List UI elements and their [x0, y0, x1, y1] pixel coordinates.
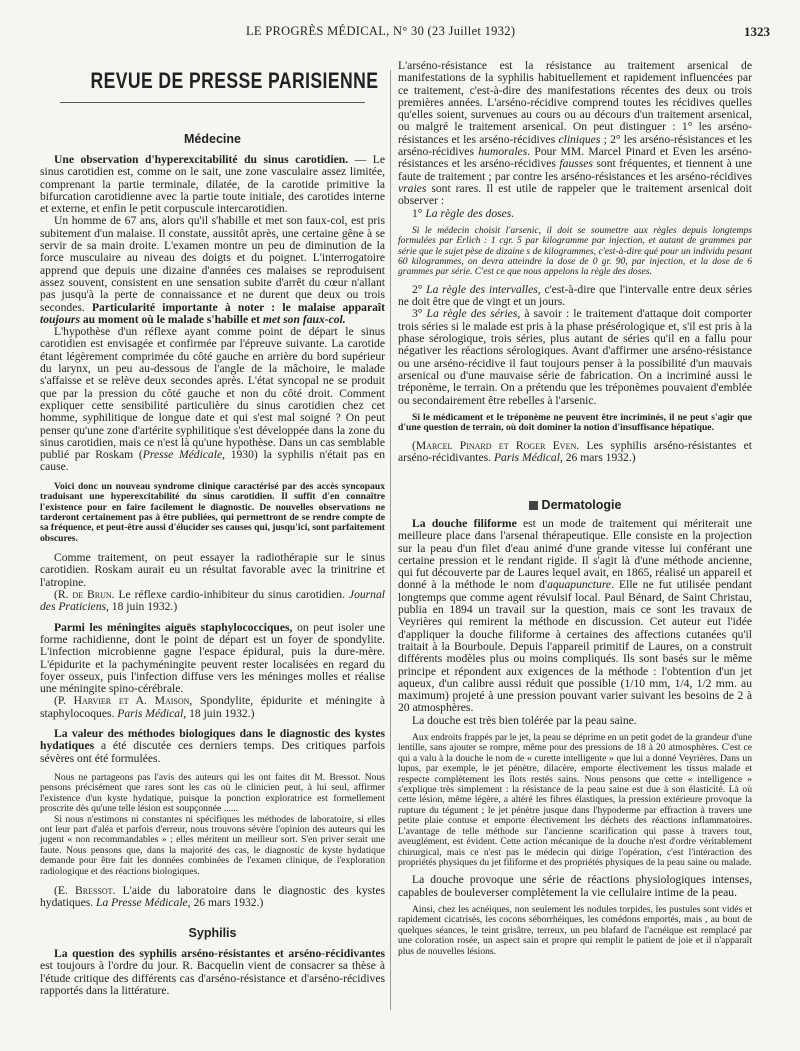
medecine-note-1: Voici donc un nouveau syndrome clinique caractérisé par des accès syncopaux traduisant une hyperexcitabilité du sinus carotidien. Il suffit d'en connaître l'existence pour en faire facilement le diagnostic. De nouvelles observations ne tarderont certainement pas à être publiées, qui permettront de se rendre compte de sa fréquence, et peut-être aussi d'élucider ses causes qui, jusqu'ici, sont parfaitement obscures.	[40, 480, 386, 544]
dermatologie-paragraph-2: La douche est très bien tolérée par la peau saine.	[412, 713, 637, 727]
syphilis-continued	[398, 60, 752, 464]
medecine-kystes-paragraph: La valeur des méthodes biologiques dans le diagnostic des kystes hydatiques a été discutée ces derniers temps. Des critiques parfois sévères ont été formulées.	[40, 727, 385, 765]
medecine-paragraph-2: Un homme de 67 ans, alors qu'il s'habille et met son faux-col, est pris subitement d'un malaise. Il constate, aussitôt après, une certaine gêne à se servir de sa main droite. L'examen montre un peu de diminution de la force musculaire au niveau des doigts et du poignet. L'interrogatoire apprend que depuis une dizaine d'années ces malaises se reproduisent assez souvent, consistent en une sensation subite d'arrêt du cœur n'allant pas jusqu'à la perte de connaissance et ne durent que deux ou trois secondes. Particularité importante à noter : le malaise apparaît toujours au moment où le malade s'habille et met son faux-col.	[40, 214, 385, 326]
medecine-note-2: Nous ne partageons pas l'avis des auteurs qui les ont faites dit M. Bressot. Nous pensons précisément que rares sont les cas où le clinicien peut, à lui seul, affirmer l'existence d'un kyste hydatique, puisque la ponction exploratrice est formellement proscrite dès qu'une telle lésion est soupçonnée ......	[40, 771, 385, 815]
syphilis-paragraph-1: La question des syphilis arséno-résistantes et arséno-récidivantes est toujours à l'ordre du jour. R. Bacquelin vient de consacrer sa thèse à l'étude critique des différents cas d'arséno-résistance et d'arséno-récidives rapportés dans la littérature.	[40, 947, 385, 997]
dermatologie-note-1: Aux endroits frappés par le jet, la peau se déprime en un petit godet de la grandeur d'une lentille, sans ajouter se rompre, même pour des pressions de 18 à 20 atmosphères. C'est ce qui a valu à la douche le nom de « curette intelligente » que lui a donné Veyrières. Dans un lupus, par exemple, le jet pénètre, dilacère, emporte électivement les tissus malade et respecte complètement les îlots restés sains. Nous pensons que cette « intelligence » s'explique très simplement : la résistance de la peau saine est due à son élasticité. Là où cette lésion, même légère, a altéré les fibres élastiques, la pression extérieure provoque la rupture du tégument ; le jet pénètre jusque dans l'hypoderme par effraction à travers une petite plaie contuse et emporte électivement les déchets des réactions inflammatoires. L'avantage de telle méthode sur l'ancienne scarification qui passe à travers tout, aveuglément, est évident. Cette action mécanique de la douche n'est d'ordre véritablement chirurgical, mais ce n'est pas le médecin qui dirige l'opération, c'est l'intéraction des propriétés physiques du jet filiforme et des propriétés physiques de la peau saine ou malade.	[398, 732, 752, 868]
syphilis-rule-2: 2° La règle des intervalles, c'est-à-dire que l'intervalle entre deux séries ne doit être que de vingt et un jours.	[398, 282, 753, 309]
section-marker-icon	[529, 501, 538, 510]
medecine-reference-2: (P. Harvier et A. Maison, Spondylite, épidurite et méningite à staphylocoques. Paris Médical, 18 juin 1932.)	[40, 694, 385, 720]
medecine-meningite-paragraph: Parmi les méningites aiguës staphylococciques, on peut isoler une forme rachidienne, dont le point de départ est un foyer de spondylite. L'infection microbienne gagne l'espace épidural, puis la dure-mère. L'épidurite et la pachyméningite peuvent rester localisées en regard du foyer osseux, puis l'infection diffuse vers les méninges molles et réalise une méningite spino-cérébrale.	[40, 620, 385, 696]
medecine-section	[40, 132, 385, 910]
dermatologie-paragraph-3: La douche provoque une série de réactions physiologiques intenses, capables de bouleverser complètement la vie cellulaire intime de la peau.	[398, 873, 752, 899]
syphilis-heading: Syphilis	[188, 926, 237, 940]
syphilis-reference: (Marcel Pinard et Roger Even. Les syphilis arséno-résistantes et arséno-récidivantes. Paris Médical, 26 mars 1932.)	[398, 438, 752, 464]
medecine-paragraph-1: Une observation d'hyperexcitabilité du sinus carotidien. — Le sinus carotidien est, comme on le sait, une zone vasculaire assez limitée, comprenant la partie terminale, dilatée, de la carotide primitive la bifurcation carotidienne avec la partie toute initiale, des carotides interne et externe, et enfin le petit corpuscule intercarotidien.	[40, 153, 385, 216]
dermatologie-heading: Dermatologie	[398, 498, 752, 512]
medecine-note-3: Si nous n'estimons ni constantes ni spécifiques les méthodes de laboratoire, si elles ont leur part d'aléa et parfois d'erreur, nous trouvons sévère l'opinion des auteurs qui les jugent « non recommandables » ; elles méritent un meilleur sort. S'en priver serait une faute. Nous pensons que, dans la majorité des cas, le diagnostic de kyste hydatique demande pour être fait les données combinées de l'examen clinique, de l'exploration radiologique et des réactions biologiques.	[40, 813, 385, 877]
medecine-paragraph-3: L'hypothèse d'un réflexe ayant comme point de départ le sinus carotidien est envisagée et confirmée par l'épreuve suivante. La carotide étant légèrement comprimée du côté gauche en arrière du bord supérieur du larynx, un peu au-dessous de l'angle de la mâchoire, le malade s'affaisse et se relève deux secondes après. L'état syncopal ne se produit que par la pression du côté gauche et non du côté droit. Comment expliquer cette sensibilité particulière du sinus carotidien chez cet homme, syphilitique de longue date et qui s'est mal soigné ? On peut penser qu'une zone d'artérite syphilitique s'est développée dans la zone du sinus carotidien, mais ce n'est là qu'une hypothèse. Dans un cas semblable publié par Roskam (Presse Médicale, 1930) la syphilis n'était pas en cause.	[40, 325, 385, 474]
syphilis-rule-3: 3° La règle des séries, à savoir : le traitement d'attaque doit comporter trois séries si le malade est pris à la phase présérologique et, s'il est pris à la phase sérologique, trois séries, plus autant de séries qu'il en a fallu pour négativer les réactions sérologiques. Avant d'affirmer une arséno-résistance ou une arséno-récidive il faut toujours penser à la possibilité d'un mauvais arsenical ou d'une mauvaise série de fabrication. On a incriminé aussi le tréponème, le terrain. On a prétendu que les tréponèmes pouvaient d'emblée ou secondairement être rebelles à l'arsenic.	[398, 307, 752, 407]
column-divider	[390, 70, 391, 1010]
running-head: LE PROGRÈS MÉDICAL, N° 30 (23 Juillet 1932)	[246, 24, 516, 38]
dermatologie-paragraph-1: La douche filiforme est un mode de traitement qui mériterait une meilleure place dans l'arsenal thérapeutique. Elle consiste en la projection sur la peau d'un filet d'eau animé d'une grande vitesse lui conférant une certaine pression et le rendant rigide. Il s'agit là d'une méthode ancienne, qui fut découverte par de Laures lequel avait, en 1865, réalisé un appareil et donné à la méthode le nom d'aquapuncture. Elle ne fut utilisée pendant longtemps que comme agent révulsif local. Paul Bénard, de Saint Christau, publia en 1894 un travail sur la question, mais ce sont les travaux de Veyrières qui remirent la méthode en discussion. Cet auteur eut l'idée d'appliquer la douche filiforme à certaines des affections cutanées qu'il traitait à la Bourboule. Depuis l'appareil primitif de Laures, on a construit différents modèles plus ou moins compliqués. Ils sont basés sur le même principe et répondent aux exigences de la méthode : l'obtention d'un jet aqueux, d'un calibre aussi réduit que possible (1/10 mm, 1/4, 1/2 mm. au maximum) projeté à une pression pouvant varier suivant les besoins de 2 à 20 atmosphères.	[398, 517, 752, 715]
medecine-reference-1: (R. de Brun. Le réflexe cardio-inhibiteur du sinus carotidien. Journal des Praticiens, 18 juin 1932.)	[40, 588, 385, 614]
syphilis-section	[40, 926, 385, 997]
syphilis-rule-1: 1° La règle des doses.	[412, 206, 515, 220]
syphilis-paragraph-2: L'arséno-résistance est la résistance au traitement arsenical de manifestations de la syphilis habituellement et rapidement influencées par ce traitement, c'est-à-dire des manifestations récentes des deux ou trois premières années. L'arséno-récidive comprend toutes les récidives quelles qu'elles soient, survenues au cours ou au décours d'un traitement arsenical, ou malgré le traitement arsenical. On peut distinguer : 1° les arséno-résistances et les arséno-récidives cliniques ; 2° les arséno-résistances et les arséno-récidives humorales. Pour MM. Marcel Pinard et Even les arséno-résistances et les arséno-récidives fausses sont fréquentes, et tiennent à une faute de traitement ; par contre les arséno-résistances et les arséno-récidives vraies sont rares. Il est utile de rappeler que le traitement arsenical doit observer :	[398, 59, 752, 208]
revue-title: REVUE DE PRESSE PARISIENNE	[90, 68, 379, 93]
dermatologie-note-2: Ainsi, chez les acnéiques, non seulement les nodules torpides, les pustules sont vidés et rapidement cicatrisés, les cocons séborrhéiques, les comédons emportés, mais , au bout de quelques séances, le teint grisâtre, terreux, un peu blafard de l'acnéique est remplacé par une coloration rosée, un aspect sain et propre qui remplit le patient de joie et il n'apparaît plus de nouvelles lésions.	[398, 903, 752, 957]
title-rule	[60, 102, 365, 103]
syphilis-note-2: Si le médicament et le tréponème ne peuvent être incriminés, il ne peut s'agir que d'une question de terrain, où doit dominer la notion d'insuffisance hépatique.	[398, 411, 752, 434]
medecine-paragraph-4: Comme traitement, on peut essayer la radiothérapie sur le sinus carotidien. Roskam aurait eu un résultat favorable avec la trinitrine et l'atropine.	[40, 551, 385, 589]
page-header	[0, 0, 800, 40]
medecine-heading: Médecine	[184, 132, 241, 146]
medecine-reference-3: (E. Bressot. L'aide du laboratoire dans le diagnostic des kystes hydatiques. La Presse Médicale, 26 mars 1932.)	[40, 883, 386, 910]
page-number: 1323	[744, 24, 770, 39]
syphilis-note-1: Si le médecin choisit l'arsenic, il doit se soumettre aux règles depuis longtemps formulées par Erlich : 1 cgr. 5 par kilogramme par injection, et autant de grammes par série que le sujet pèse de dizaine s de kilogrammes, c'est-à-dire qué pour un individu pesant 60 kilogrammes, on devra atteindre la dose de 0 gr. 90, par injection, et la dose de 6 grammes par série. C'est ce que nous appelons la règle des doses.	[398, 224, 752, 278]
dermatologie-section	[398, 498, 752, 957]
